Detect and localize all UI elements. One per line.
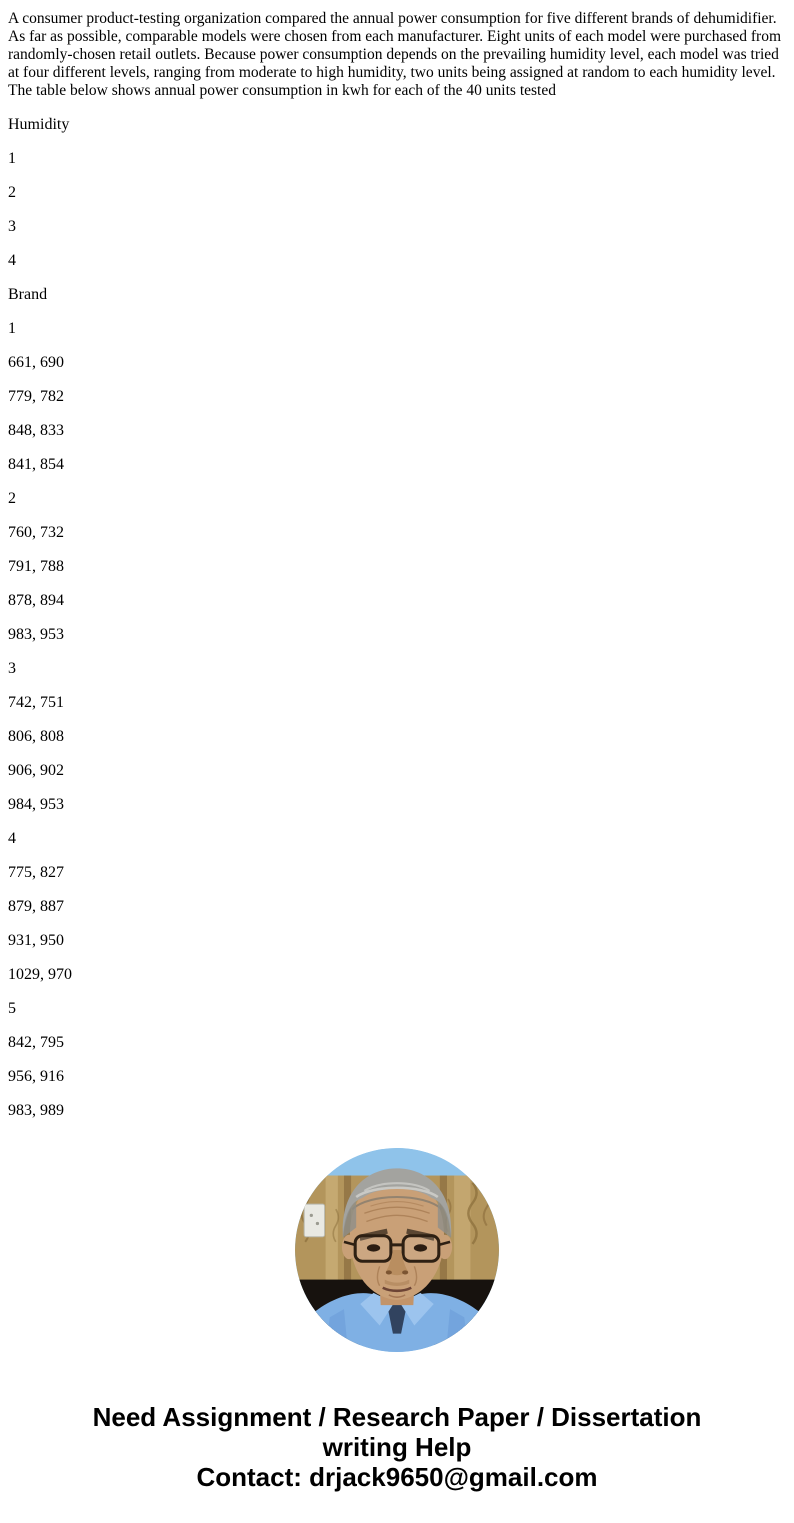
data-list-item: 742, 751 bbox=[8, 694, 64, 711]
data-list-item: 1029, 970 bbox=[8, 966, 72, 983]
portrait-photo bbox=[295, 1148, 499, 1352]
data-list-item: 841, 854 bbox=[8, 456, 64, 473]
data-list-item: 983, 989 bbox=[8, 1102, 64, 1119]
data-list-item: 984, 953 bbox=[8, 796, 64, 813]
data-list-item: 4 bbox=[8, 830, 16, 847]
data-list-item: 2 bbox=[8, 184, 16, 201]
data-list-item: 1 bbox=[8, 150, 16, 167]
data-list-item: 661, 690 bbox=[8, 354, 64, 371]
data-list-item: 3 bbox=[8, 218, 16, 235]
data-list-item: 931, 950 bbox=[8, 932, 64, 949]
data-list-item: 5 bbox=[8, 1000, 16, 1017]
data-list-item: 878, 894 bbox=[8, 592, 64, 609]
data-list-item: 1 bbox=[8, 320, 16, 337]
footer-contact-email: Contact: drjack9650@gmail.com bbox=[196, 1462, 598, 1492]
data-list-item: 983, 953 bbox=[8, 626, 64, 643]
intro-paragraph: A consumer product-testing organization compared the annual power consumption for five different brands of dehumidifier. As far as possible, comparable models were chosen from each manufacturer. Eight units of each model were purchased from randomly-chosen retail outlets. Because power consumption depends on the prevailing humidity level, each model was tried at four different levels, ranging from moderate to high humidity, two units being assigned at random to each humidity level. The table below shows annual power consumption in kwh for each of the 40 units tested bbox=[8, 10, 781, 99]
data-list-item-humidity-label: Humidity bbox=[8, 116, 70, 133]
data-list-item: 760, 732 bbox=[8, 524, 64, 541]
data-list-item-brand-label: Brand bbox=[8, 286, 48, 303]
data-list-item: 775, 827 bbox=[8, 864, 64, 881]
data-list-item: 906, 902 bbox=[8, 762, 64, 779]
data-list-item: 956, 916 bbox=[8, 1068, 64, 1085]
data-list-item: 879, 887 bbox=[8, 898, 64, 915]
data-list-item: 806, 808 bbox=[8, 728, 64, 745]
data-list-item: 848, 833 bbox=[8, 422, 64, 439]
data-list-item: 842, 795 bbox=[8, 1034, 64, 1051]
footer-ad bbox=[16, 1402, 778, 1492]
data-list-item: 4 bbox=[8, 252, 16, 269]
data-list-item: 791, 788 bbox=[8, 558, 64, 575]
footer-heading-line2: writing Help bbox=[322, 1432, 472, 1462]
man-portrait-illustration bbox=[295, 1148, 499, 1352]
data-list-item: 779, 782 bbox=[8, 388, 64, 405]
data-list-item: 2 bbox=[8, 490, 16, 507]
data-list-item: 3 bbox=[8, 660, 16, 677]
footer-heading-line1: Need Assignment / Research Paper / Dissertation bbox=[92, 1402, 702, 1432]
